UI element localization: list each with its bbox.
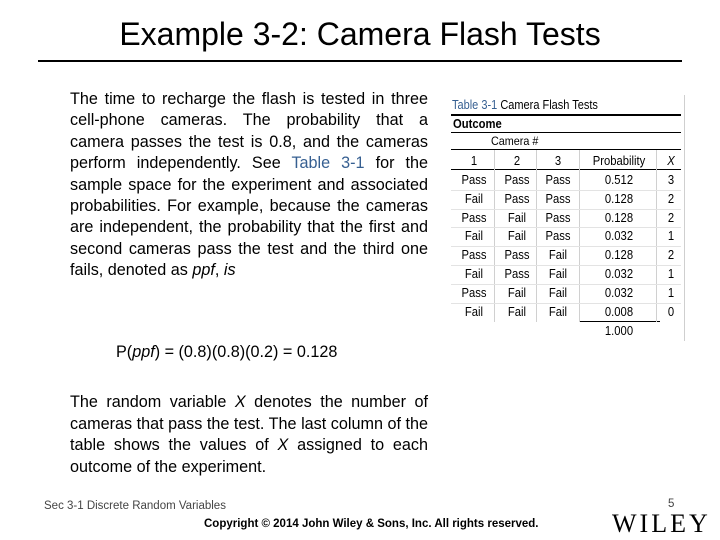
cell-camera-2: Fail	[507, 304, 527, 319]
sum-rule	[580, 321, 660, 322]
intro-ppf: ppf	[192, 261, 215, 280]
equation-ppf: ppf	[132, 343, 155, 361]
outcome-rule	[451, 132, 681, 133]
cell-camera-1: Pass	[461, 285, 487, 300]
cell-x-value: 1	[667, 229, 675, 244]
intro-paragraph	[70, 89, 428, 282]
page-number: 5	[668, 498, 675, 510]
cell-camera-3: Fail	[548, 285, 568, 300]
cell-camera-1: Pass	[461, 173, 487, 187]
cell-probability: 0.032	[604, 229, 634, 244]
cell-camera-1: Pass	[461, 248, 487, 263]
table-reference-link[interactable]: Table 3-1	[291, 154, 365, 173]
table-number: Table 3-1	[452, 98, 498, 112]
header-camera-2: 2	[513, 154, 521, 168]
rv-x-1: X	[234, 393, 246, 411]
cell-camera-3: Fail	[548, 267, 568, 281]
cell-camera-3: Pass	[545, 210, 571, 225]
cell-camera-1: Fail	[464, 267, 484, 281]
wiley-logo: WILEY	[612, 509, 711, 538]
cell-camera-1: Fail	[464, 229, 484, 244]
table-top-rule	[451, 114, 681, 116]
copyright-notice: Copyright © 2014 John Wiley & Sons, Inc. All rights reserved.	[204, 518, 539, 530]
column-divider	[579, 150, 580, 322]
probability-equation	[116, 341, 337, 363]
cell-camera-3: Fail	[548, 248, 568, 263]
camera-number-label: Camera #	[491, 134, 539, 148]
rv-text-a: The random variable	[70, 393, 235, 411]
rv-x-2: X	[277, 436, 289, 454]
cell-probability: 0.128	[604, 248, 634, 263]
cell-probability: 0.512	[604, 173, 634, 187]
cell-probability: 0.032	[604, 267, 634, 281]
slide-title: Example 3-2: Camera Flash Tests	[119, 16, 601, 52]
camera-rule	[451, 149, 681, 150]
cell-x-value: 1	[667, 267, 675, 281]
column-divider	[536, 150, 537, 322]
header-rule	[451, 169, 681, 170]
column-divider	[494, 150, 495, 322]
cell-camera-3: Fail	[548, 304, 568, 319]
camera-flash-table	[448, 95, 685, 341]
cell-camera-3: Pass	[545, 173, 571, 187]
cell-probability: 0.128	[604, 210, 634, 225]
cell-camera-2: Fail	[507, 210, 527, 225]
rv-text-c: assigned to each outcome of the experiment.	[70, 436, 428, 476]
table-title	[452, 98, 598, 112]
cell-camera-1: Fail	[464, 304, 484, 319]
cell-x-value: 3	[667, 173, 675, 187]
cell-x-value: 2	[667, 191, 675, 206]
header-camera-1: 1	[470, 154, 478, 168]
header-camera-3: 3	[554, 154, 562, 168]
cell-x-value: 1	[667, 285, 675, 300]
intro-text-c: ,	[214, 261, 224, 280]
intro-text-b: for the sample space for the experiment and associated probabilities. For example, because the cameras are independent, the probability that the first and second cameras pass the test and the third one fails, denoted as	[70, 154, 429, 280]
cell-camera-1: Pass	[461, 210, 487, 225]
cell-x-value: 2	[667, 248, 675, 263]
cell-camera-2: Pass	[504, 267, 530, 281]
outcome-label: Outcome	[453, 117, 502, 131]
footer-section: Sec 3-1 Discrete Random Variables	[44, 500, 226, 512]
cell-x-value: 0	[667, 304, 675, 319]
equation-suffix: ) = (0.8)(0.8)(0.2) = 0.128	[154, 343, 338, 361]
header-probability: Probability	[592, 154, 646, 168]
table-title-text: Camera Flash Tests	[497, 98, 598, 112]
cell-probability: 0.128	[604, 191, 634, 206]
equation-prefix: P(	[116, 343, 133, 361]
column-divider	[656, 150, 657, 322]
cell-probability: 0.032	[604, 285, 634, 300]
cell-x-value: 2	[667, 210, 675, 225]
header-x-value: X	[667, 154, 675, 168]
title-underline	[38, 60, 682, 62]
intro-text-a: The time to recharge the flash is tested in three cell-phone cameras. The probability that a camera passes the test is 0.8, and the cameras perform independently. See	[70, 90, 428, 173]
cell-camera-3: Pass	[545, 191, 571, 206]
cell-camera-2: Fail	[507, 285, 527, 300]
cell-camera-2: Pass	[504, 191, 530, 206]
intro-is: is	[223, 261, 236, 280]
cell-camera-2: Pass	[504, 173, 530, 187]
cell-camera-1: Fail	[464, 191, 484, 206]
probability-total: 1.000	[604, 324, 634, 338]
rv-text-b: denotes the number of cameras that pass the test. The last column of the table shows the values of	[70, 393, 429, 454]
random-variable-paragraph	[70, 392, 428, 478]
cell-camera-3: Pass	[545, 229, 571, 244]
cell-camera-2: Fail	[507, 229, 527, 244]
cell-probability: 0.008	[604, 304, 634, 319]
cell-camera-2: Pass	[504, 248, 530, 263]
